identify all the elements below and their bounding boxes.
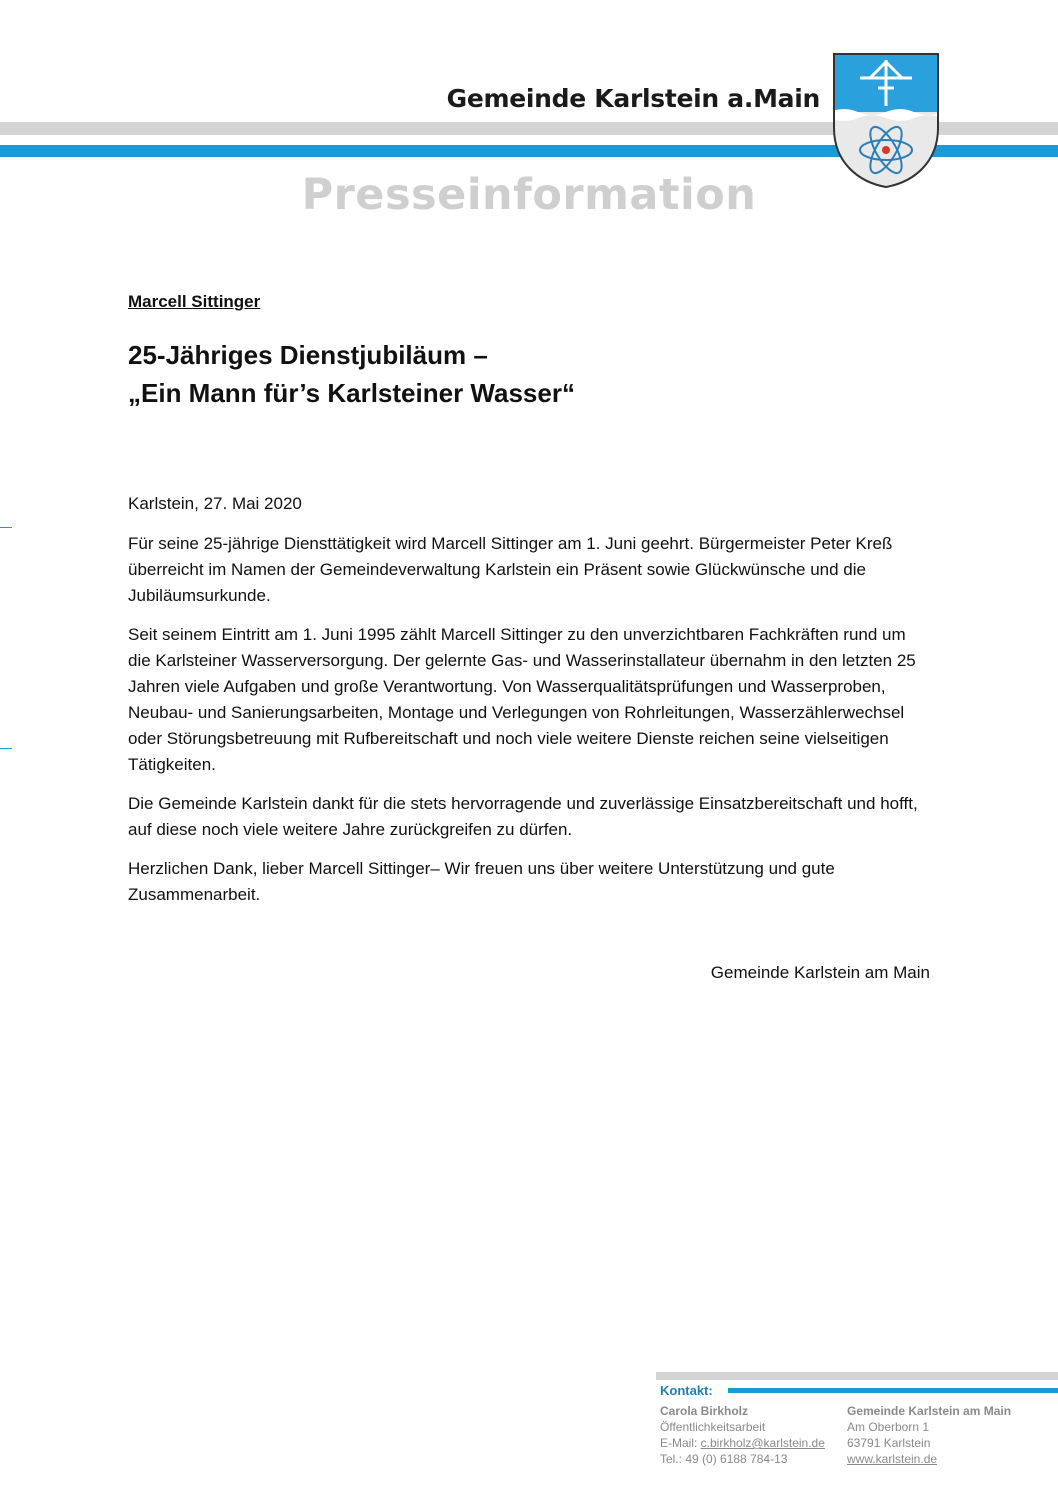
office-name: Gemeinde Karlstein am Main bbox=[847, 1404, 1012, 1418]
headline-line-1: 25-Jähriges Dienstjubiläum – bbox=[128, 340, 488, 370]
contact-email-row bbox=[660, 1435, 825, 1451]
headline-line-2: „Ein Mann für’s Karlsteiner Wasser“ bbox=[128, 378, 575, 408]
contact-name: Carola Birkholz bbox=[660, 1404, 749, 1418]
footer-stripe-blue bbox=[728, 1388, 1058, 1393]
email-link[interactable]: c.birkholz@karlstein.de bbox=[700, 1436, 825, 1450]
fold-mark bbox=[0, 527, 12, 528]
contact-label: Kontakt: bbox=[660, 1383, 713, 1398]
paragraph: Die Gemeinde Karlstein dankt für die stets hervorragende und zuverlässige Einsatzbereitschaft und hofft, auf diese noch viele weitere Jahre zurückgreifen zu dürfen. bbox=[128, 794, 918, 839]
press-release-title: Presseinformation bbox=[301, 170, 757, 220]
paragraph: Für seine 25-jährige Diensttätigkeit wird Marcell Sittinger am 1. Juni geehrt. Bürgermeister Peter Kreß überreicht im Namen der Gemeindeverwaltung Karlstein ein Präsent sowie Glückwünsche und die Jubiläumsurkunde. bbox=[128, 534, 893, 605]
contact-role: Öffentlichkeitsarbeit bbox=[660, 1420, 766, 1434]
office-city: 63791 Karlstein bbox=[847, 1436, 931, 1450]
signature: Gemeinde Karlstein am Main bbox=[710, 963, 930, 982]
article-headline bbox=[128, 336, 928, 412]
contact-office bbox=[847, 1403, 1011, 1467]
article-subject: Marcell Sittinger bbox=[128, 292, 261, 311]
dateline: Karlstein, 27. Mai 2020 bbox=[128, 494, 302, 513]
contact-phone: Tel.: 49 (0) 6188 784-13 bbox=[660, 1452, 788, 1466]
paragraph: Seit seinem Eintritt am 1. Juni 1995 zählt Marcell Sittinger zu den unverzichtbaren Fachkräften rund um die Karlsteiner Wasserversorgung. Der gelernte Gas- und Wasserinstallateur übernahm in den letzten 25 Jahren viele Aufgaben und große Verantwortung. Von Wasserqualitätsprüfungen und Wasserproben, Neubau- und Sanierungsarbeiten, Montage und Verlegungen von Rohrleitungen, Wasserzählerwechsel oder Störungsbetreuung mit Rufbereitschaft und noch viele weitere Dienste reichen seine vielseitigen Tätigkeiten. bbox=[128, 625, 916, 774]
fold-mark bbox=[0, 748, 12, 749]
contact-person bbox=[660, 1403, 825, 1467]
coat-of-arms-icon bbox=[830, 50, 942, 190]
office-street: Am Oberborn 1 bbox=[847, 1420, 930, 1434]
email-label: E-Mail: bbox=[660, 1436, 701, 1450]
paragraph: Herzlichen Dank, lieber Marcell Sittinger– Wir freuen uns über weitere Unterstützung und gute Zusammenarbeit. bbox=[128, 859, 835, 904]
website-link[interactable]: www.karlstein.de bbox=[847, 1452, 938, 1466]
footer-stripe-gray bbox=[656, 1372, 1058, 1380]
organization-name: Gemeinde Karlstein a.Main bbox=[446, 84, 820, 113]
